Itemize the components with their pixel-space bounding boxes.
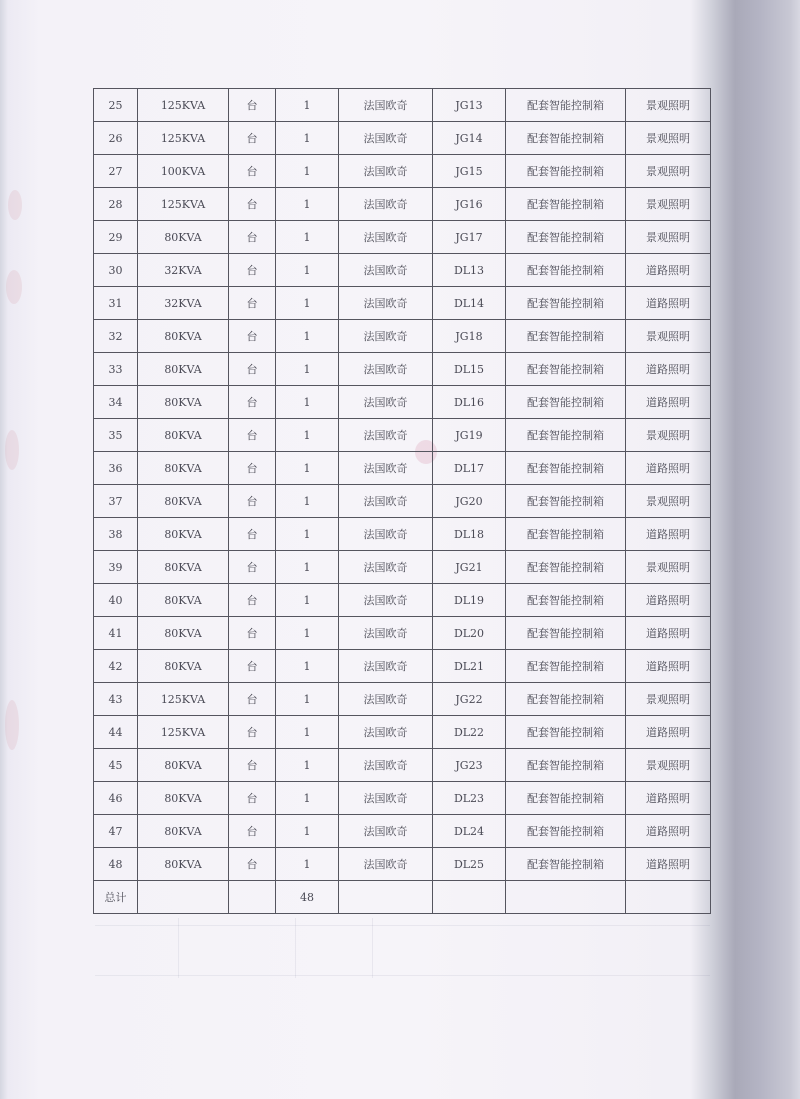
- cell-use: 道路照明: [626, 716, 711, 749]
- cell-spec: 80KVA: [138, 485, 229, 518]
- cell-spec: 80KVA: [138, 221, 229, 254]
- cell-use: 景观照明: [626, 320, 711, 353]
- cell-note: 配套智能控制箱: [506, 716, 626, 749]
- cell-spec: 80KVA: [138, 353, 229, 386]
- cell-index: 35: [94, 419, 138, 452]
- table-body: [94, 89, 711, 914]
- cell-unit: 台: [229, 683, 276, 716]
- cell-index: 31: [94, 287, 138, 320]
- cell-unit: 台: [229, 287, 276, 320]
- cell-spec: 80KVA: [138, 815, 229, 848]
- cell-qty: 1: [276, 518, 339, 551]
- cell-qty: 1: [276, 749, 339, 782]
- cell-unit: 台: [229, 584, 276, 617]
- cell-brand: 法国欧奇: [339, 188, 433, 221]
- cell-brand: 法国欧奇: [339, 89, 433, 122]
- cell-note: 配套智能控制箱: [506, 320, 626, 353]
- table-row: [94, 650, 711, 683]
- cell-code: DL13: [433, 254, 506, 287]
- paper-stain: [6, 270, 22, 304]
- cell-index: 28: [94, 188, 138, 221]
- cell-qty: 1: [276, 848, 339, 881]
- cell-code: DL14: [433, 287, 506, 320]
- cell-index: 45: [94, 749, 138, 782]
- cell-use: 景观照明: [626, 89, 711, 122]
- cell-unit: 台: [229, 518, 276, 551]
- cell-spec: 80KVA: [138, 320, 229, 353]
- cell-index: 46: [94, 782, 138, 815]
- cell-qty: 1: [276, 683, 339, 716]
- cell-code: DL15: [433, 353, 506, 386]
- cell-qty: 1: [276, 353, 339, 386]
- cell-brand: 法国欧奇: [339, 485, 433, 518]
- bleed-through-line: [95, 975, 710, 976]
- cell-qty: 1: [276, 485, 339, 518]
- cell-use: 景观照明: [626, 155, 711, 188]
- cell-brand: 法国欧奇: [339, 716, 433, 749]
- cell-unit: 台: [229, 485, 276, 518]
- cell-spec: 80KVA: [138, 452, 229, 485]
- table-row: [94, 584, 711, 617]
- cell-brand: 法国欧奇: [339, 386, 433, 419]
- bleed-through-line: [178, 918, 179, 978]
- total-qty: 48: [276, 881, 339, 914]
- cell-unit: 台: [229, 419, 276, 452]
- cell-index: 38: [94, 518, 138, 551]
- total-empty: [339, 881, 433, 914]
- cell-code: JG23: [433, 749, 506, 782]
- cell-qty: 1: [276, 155, 339, 188]
- cell-qty: 1: [276, 386, 339, 419]
- table-row: [94, 518, 711, 551]
- cell-brand: 法国欧奇: [339, 419, 433, 452]
- table-row: [94, 683, 711, 716]
- total-empty: [626, 881, 711, 914]
- cell-code: DL18: [433, 518, 506, 551]
- cell-spec: 32KVA: [138, 287, 229, 320]
- table-row: [94, 188, 711, 221]
- cell-spec: 125KVA: [138, 716, 229, 749]
- cell-note: 配套智能控制箱: [506, 485, 626, 518]
- cell-unit: 台: [229, 716, 276, 749]
- cell-brand: 法国欧奇: [339, 815, 433, 848]
- cell-note: 配套智能控制箱: [506, 254, 626, 287]
- cell-use: 景观照明: [626, 485, 711, 518]
- cell-brand: 法国欧奇: [339, 584, 433, 617]
- cell-code: JG16: [433, 188, 506, 221]
- total-row: [94, 881, 711, 914]
- cell-brand: 法国欧奇: [339, 551, 433, 584]
- cell-note: 配套智能控制箱: [506, 848, 626, 881]
- cell-brand: 法国欧奇: [339, 848, 433, 881]
- cell-brand: 法国欧奇: [339, 650, 433, 683]
- cell-spec: 80KVA: [138, 749, 229, 782]
- cell-index: 36: [94, 452, 138, 485]
- table-row: [94, 221, 711, 254]
- cell-index: 44: [94, 716, 138, 749]
- table-row: [94, 452, 711, 485]
- cell-note: 配套智能控制箱: [506, 353, 626, 386]
- cell-unit: 台: [229, 815, 276, 848]
- cell-brand: 法国欧奇: [339, 353, 433, 386]
- cell-brand: 法国欧奇: [339, 254, 433, 287]
- cell-spec: 80KVA: [138, 419, 229, 452]
- total-empty: [138, 881, 229, 914]
- cell-note: 配套智能控制箱: [506, 749, 626, 782]
- table-row: [94, 419, 711, 452]
- cell-spec: 80KVA: [138, 848, 229, 881]
- cell-qty: 1: [276, 419, 339, 452]
- cell-code: JG19: [433, 419, 506, 452]
- cell-unit: 台: [229, 353, 276, 386]
- cell-index: 41: [94, 617, 138, 650]
- equipment-table: [93, 88, 711, 914]
- cell-code: DL21: [433, 650, 506, 683]
- cell-brand: 法国欧奇: [339, 683, 433, 716]
- cell-spec: 80KVA: [138, 584, 229, 617]
- table-row: [94, 386, 711, 419]
- bleed-through-line: [95, 925, 710, 926]
- cell-use: 景观照明: [626, 551, 711, 584]
- cell-spec: 32KVA: [138, 254, 229, 287]
- cell-index: 40: [94, 584, 138, 617]
- total-label: 总计: [94, 881, 138, 914]
- cell-unit: 台: [229, 452, 276, 485]
- cell-use: 景观照明: [626, 683, 711, 716]
- cell-brand: 法国欧奇: [339, 155, 433, 188]
- cell-use: 景观照明: [626, 419, 711, 452]
- cell-use: 道路照明: [626, 650, 711, 683]
- table-row: [94, 254, 711, 287]
- cell-note: 配套智能控制箱: [506, 122, 626, 155]
- cell-index: 26: [94, 122, 138, 155]
- cell-qty: 1: [276, 320, 339, 353]
- total-empty: [433, 881, 506, 914]
- cell-qty: 1: [276, 584, 339, 617]
- cell-brand: 法国欧奇: [339, 320, 433, 353]
- cell-note: 配套智能控制箱: [506, 518, 626, 551]
- cell-brand: 法国欧奇: [339, 287, 433, 320]
- cell-note: 配套智能控制箱: [506, 386, 626, 419]
- cell-note: 配套智能控制箱: [506, 782, 626, 815]
- cell-code: DL16: [433, 386, 506, 419]
- cell-use: 景观照明: [626, 221, 711, 254]
- cell-note: 配套智能控制箱: [506, 452, 626, 485]
- cell-code: DL25: [433, 848, 506, 881]
- cell-index: 25: [94, 89, 138, 122]
- cell-qty: 1: [276, 188, 339, 221]
- cell-qty: 1: [276, 221, 339, 254]
- cell-note: 配套智能控制箱: [506, 419, 626, 452]
- cell-use: 道路照明: [626, 617, 711, 650]
- table-row: [94, 551, 711, 584]
- cell-spec: 80KVA: [138, 782, 229, 815]
- cell-brand: 法国欧奇: [339, 221, 433, 254]
- total-empty: [229, 881, 276, 914]
- table-row: [94, 848, 711, 881]
- cell-code: DL24: [433, 815, 506, 848]
- cell-use: 道路照明: [626, 386, 711, 419]
- cell-note: 配套智能控制箱: [506, 551, 626, 584]
- paper-stain: [8, 190, 22, 220]
- cell-unit: 台: [229, 650, 276, 683]
- table-row: [94, 353, 711, 386]
- cell-use: 景观照明: [626, 749, 711, 782]
- cell-spec: 125KVA: [138, 122, 229, 155]
- cell-code: DL19: [433, 584, 506, 617]
- cell-use: 道路照明: [626, 518, 711, 551]
- cell-code: DL23: [433, 782, 506, 815]
- cell-index: 32: [94, 320, 138, 353]
- cell-note: 配套智能控制箱: [506, 617, 626, 650]
- table-row: [94, 617, 711, 650]
- cell-note: 配套智能控制箱: [506, 221, 626, 254]
- cell-unit: 台: [229, 551, 276, 584]
- cell-index: 27: [94, 155, 138, 188]
- table-row: [94, 320, 711, 353]
- cell-note: 配套智能控制箱: [506, 287, 626, 320]
- cell-note: 配套智能控制箱: [506, 89, 626, 122]
- cell-index: 48: [94, 848, 138, 881]
- cell-unit: 台: [229, 155, 276, 188]
- cell-code: DL22: [433, 716, 506, 749]
- cell-unit: 台: [229, 89, 276, 122]
- cell-unit: 台: [229, 122, 276, 155]
- table-row: [94, 122, 711, 155]
- cell-index: 30: [94, 254, 138, 287]
- cell-use: 景观照明: [626, 188, 711, 221]
- cell-unit: 台: [229, 749, 276, 782]
- cell-brand: 法国欧奇: [339, 122, 433, 155]
- cell-use: 道路照明: [626, 254, 711, 287]
- cell-qty: 1: [276, 716, 339, 749]
- cell-code: JG17: [433, 221, 506, 254]
- cell-brand: 法国欧奇: [339, 617, 433, 650]
- cell-spec: 80KVA: [138, 386, 229, 419]
- table-row: [94, 749, 711, 782]
- cell-qty: 1: [276, 287, 339, 320]
- table-row: [94, 716, 711, 749]
- cell-qty: 1: [276, 617, 339, 650]
- cell-use: 道路照明: [626, 353, 711, 386]
- cell-unit: 台: [229, 320, 276, 353]
- cell-use: 景观照明: [626, 122, 711, 155]
- cell-index: 37: [94, 485, 138, 518]
- cell-brand: 法国欧奇: [339, 518, 433, 551]
- cell-spec: 100KVA: [138, 155, 229, 188]
- table-row: [94, 485, 711, 518]
- cell-note: 配套智能控制箱: [506, 683, 626, 716]
- table-row: [94, 782, 711, 815]
- cell-spec: 125KVA: [138, 683, 229, 716]
- cell-code: JG21: [433, 551, 506, 584]
- cell-qty: 1: [276, 551, 339, 584]
- cell-note: 配套智能控制箱: [506, 650, 626, 683]
- cell-index: 34: [94, 386, 138, 419]
- bleed-through-line: [295, 918, 296, 978]
- cell-code: JG15: [433, 155, 506, 188]
- cell-use: 道路照明: [626, 452, 711, 485]
- table-row: [94, 89, 711, 122]
- cell-qty: 1: [276, 254, 339, 287]
- cell-code: DL20: [433, 617, 506, 650]
- cell-code: JG20: [433, 485, 506, 518]
- cell-qty: 1: [276, 650, 339, 683]
- cell-spec: 80KVA: [138, 551, 229, 584]
- cell-unit: 台: [229, 221, 276, 254]
- cell-unit: 台: [229, 617, 276, 650]
- cell-spec: 80KVA: [138, 518, 229, 551]
- cell-code: JG14: [433, 122, 506, 155]
- cell-spec: 125KVA: [138, 188, 229, 221]
- cell-use: 道路照明: [626, 287, 711, 320]
- cell-code: JG13: [433, 89, 506, 122]
- cell-qty: 1: [276, 89, 339, 122]
- bleed-through-line: [372, 918, 373, 978]
- cell-use: 道路照明: [626, 848, 711, 881]
- cell-use: 道路照明: [626, 782, 711, 815]
- cell-index: 47: [94, 815, 138, 848]
- cell-use: 道路照明: [626, 584, 711, 617]
- cell-spec: 125KVA: [138, 89, 229, 122]
- paper-stain: [5, 700, 19, 750]
- cell-index: 43: [94, 683, 138, 716]
- cell-unit: 台: [229, 254, 276, 287]
- cell-index: 39: [94, 551, 138, 584]
- cell-code: JG22: [433, 683, 506, 716]
- cell-brand: 法国欧奇: [339, 782, 433, 815]
- cell-unit: 台: [229, 782, 276, 815]
- cell-spec: 80KVA: [138, 617, 229, 650]
- cell-qty: 1: [276, 452, 339, 485]
- cell-index: 42: [94, 650, 138, 683]
- table-row: [94, 815, 711, 848]
- table-row: [94, 287, 711, 320]
- cell-brand: 法国欧奇: [339, 749, 433, 782]
- cell-qty: 1: [276, 122, 339, 155]
- cell-note: 配套智能控制箱: [506, 815, 626, 848]
- cell-code: DL17: [433, 452, 506, 485]
- cell-note: 配套智能控制箱: [506, 155, 626, 188]
- cell-spec: 80KVA: [138, 650, 229, 683]
- table-row: [94, 155, 711, 188]
- cell-qty: 1: [276, 782, 339, 815]
- cell-note: 配套智能控制箱: [506, 188, 626, 221]
- cell-note: 配套智能控制箱: [506, 584, 626, 617]
- cell-index: 33: [94, 353, 138, 386]
- total-empty: [506, 881, 626, 914]
- cell-use: 道路照明: [626, 815, 711, 848]
- cell-qty: 1: [276, 815, 339, 848]
- cell-brand: 法国欧奇: [339, 452, 433, 485]
- cell-unit: 台: [229, 188, 276, 221]
- cell-unit: 台: [229, 848, 276, 881]
- cell-unit: 台: [229, 386, 276, 419]
- cell-index: 29: [94, 221, 138, 254]
- cell-code: JG18: [433, 320, 506, 353]
- paper-stain: [5, 430, 19, 470]
